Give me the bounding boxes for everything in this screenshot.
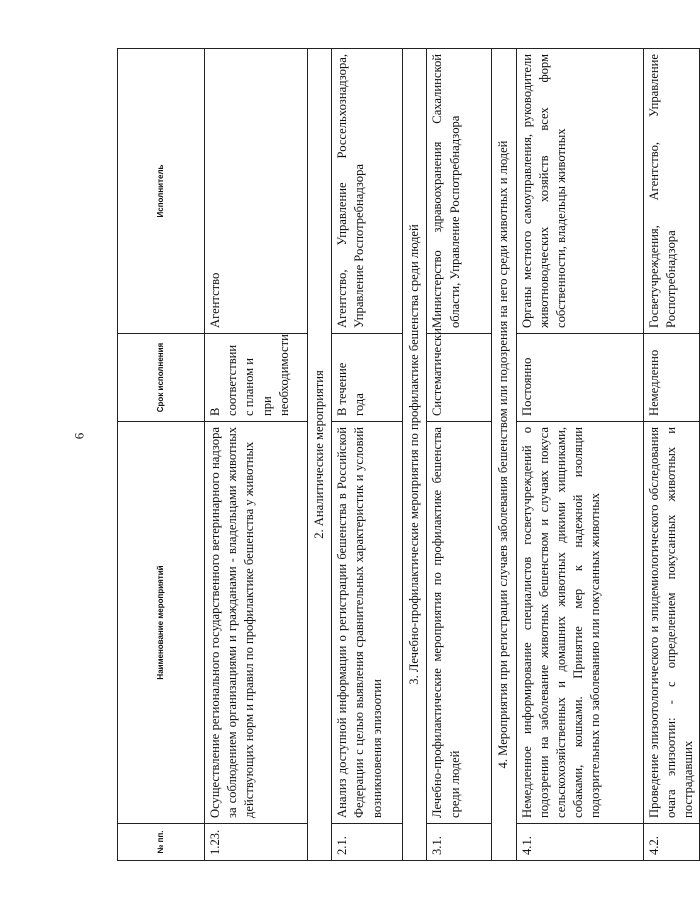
section-title-2: 2. Аналитические мероприятия [308,49,332,861]
row-term: Постоянно [516,334,643,422]
section-title-4: 4. Мероприятия при регистрации случаев заболевания бешенством или подозрения на него среди животных и людей [492,49,516,861]
row-name: Лечебно-профилактические мероприятия по профилактике бешенства среди людей [427,422,492,824]
measures-table [117,48,700,861]
row-executor: Госветучреждения, Агентство, Управление Роспотребнадзора [643,49,700,334]
table-row [427,49,492,861]
table-row [516,49,643,861]
header-executor: Исполнитель [118,49,205,334]
row-num: 2.1. [332,824,403,861]
table-header-row [118,49,205,861]
row-name: Проведение эпизоотологического и эпидемиологического обследования очага эпизоотии: - с определением покусанных животных и пострадавших [643,422,700,824]
row-executor: Агентство [205,49,308,334]
row-num: 4.2. [643,824,700,861]
section-row [492,49,516,861]
row-term: Систематически [427,334,492,422]
header-term: Срок исполнения [118,334,205,422]
row-executor: Министерство здравоохранения Сахалинской области, Управление Роспотребнадзора [427,49,492,334]
row-num: 4.1. [516,824,643,861]
table-row [643,49,700,861]
section-row [403,49,427,861]
row-term: В течение года [332,334,403,422]
header-name: Наименование мероприятий [118,422,205,824]
row-num: 1.23. [205,824,308,861]
row-name: Анализ доступной информации о регистрации бешенства в Российской Федерации с целью выявления сравнительных характеристик и условий возникновения эпизоотии [332,422,403,824]
section-title-3: 3. Лечебно-профилактические мероприятия по профилактике бешенства среди людей [403,49,427,861]
header-num: № пп. [118,824,205,861]
table-row [205,49,308,861]
row-executor: Органы местного самоуправления, руководители животноводческих хозяйств всех форм собственности, владельцы животных [516,49,643,334]
row-num: 3.1. [427,824,492,861]
row-term: Немедленно [643,334,700,422]
section-row [308,49,332,861]
page-number: 6 [71,432,87,440]
row-executor: Агентство, Управление Россельхознадзора, Управление Роспотребнадзора [332,49,403,334]
row-name: Немедленное информирование специалистов госветучреждений о подозрении на заболевание животных бешенством и случаях покуса сельскохозяйственных и домашних животных дикими хищниками, собаками, кошками. Принятие мер к надежной изоляции подозрительных по заболеванию или покусанных животных [516,422,643,824]
row-name: Осуществление регионального государственного ветеринарного надзора за соблюдением организациями и гражданами - владельцами животных действующих норм и правил по профилактике бешенства у животных [205,422,308,824]
table-row [332,49,403,861]
rotated-table-container [117,49,696,861]
row-term: В соответствии с планом и при необходимости [205,334,308,422]
